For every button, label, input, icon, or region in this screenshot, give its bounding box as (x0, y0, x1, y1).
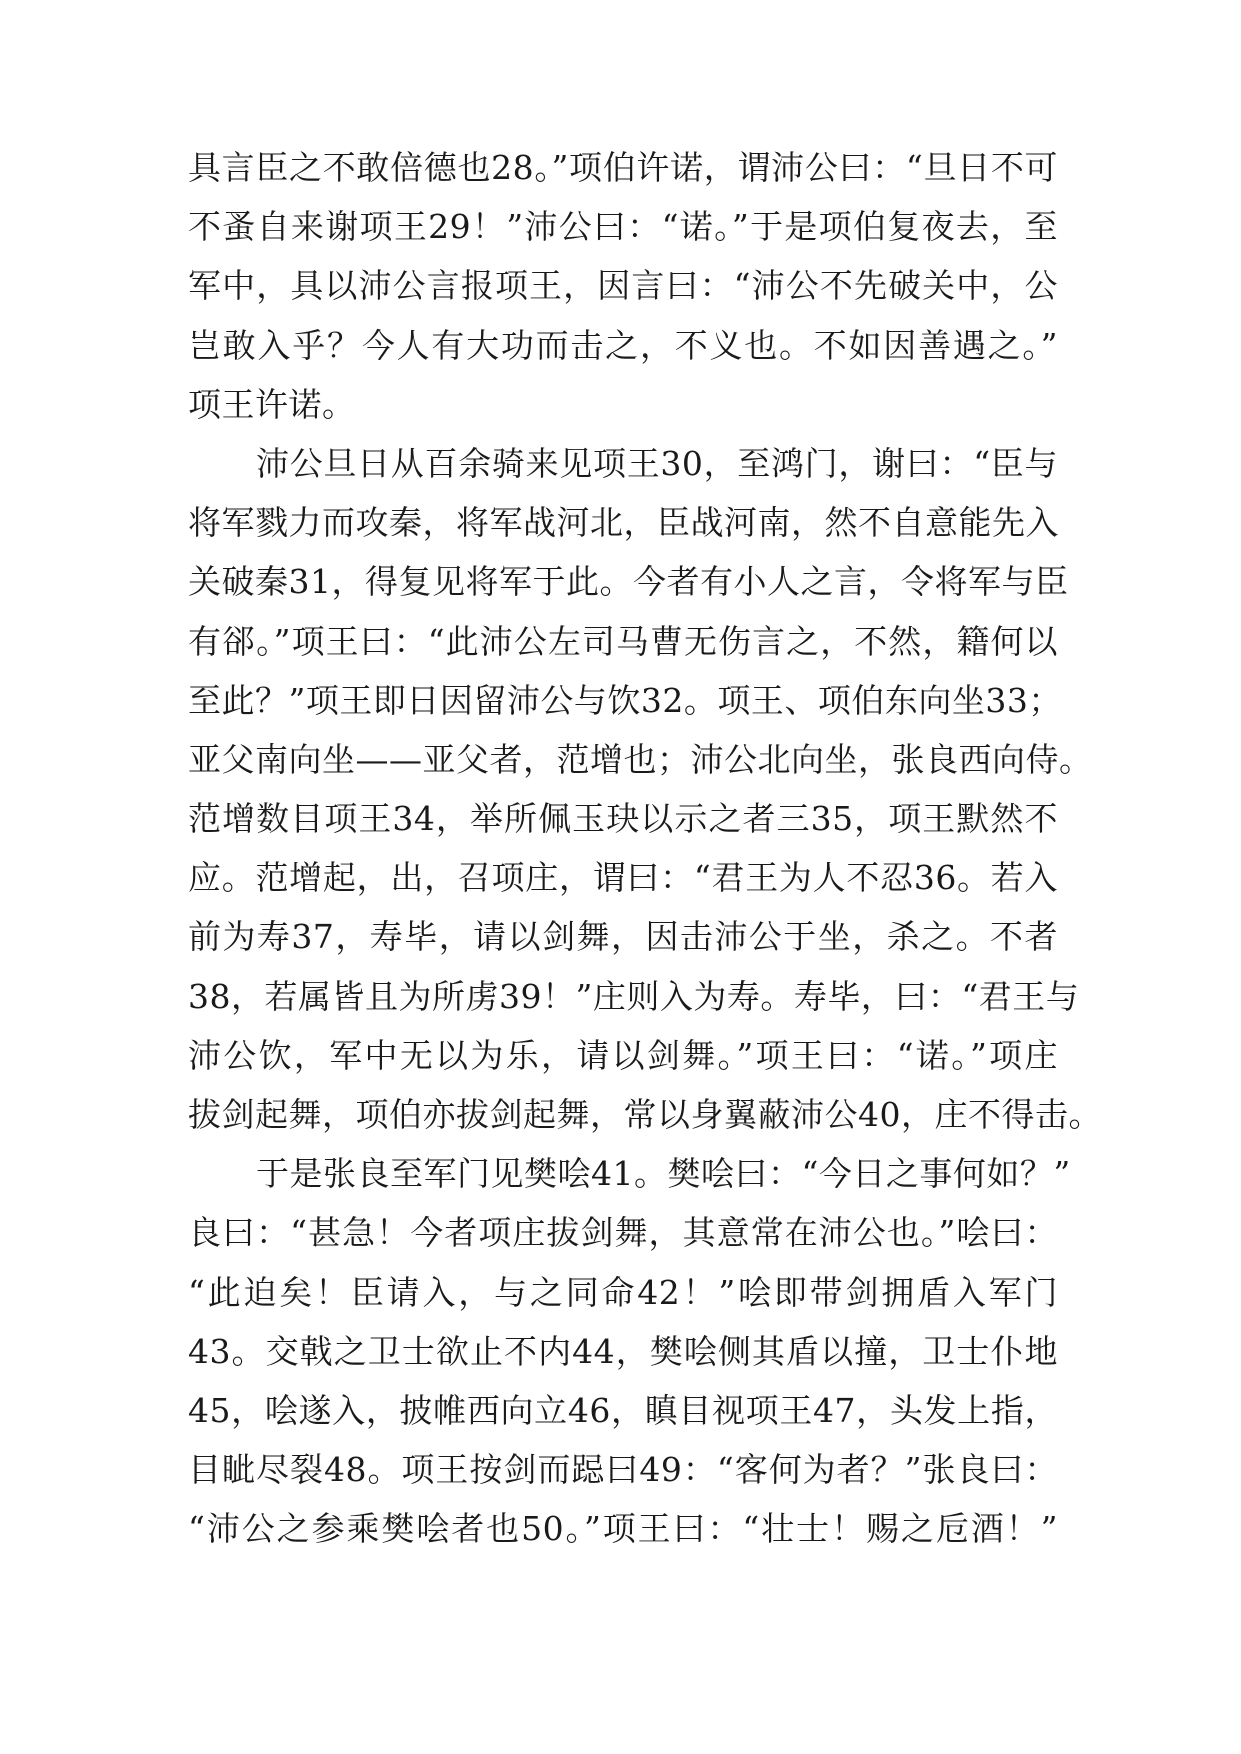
text-line: 沛公饮，军中无以为乐，请以剑舞。”项王曰：“诺。”项庄 (188, 1035, 1058, 1075)
text-line: 范增数目项王34，举所佩玉玦以示之者三35，项王默然不 (188, 799, 1058, 839)
text-line: 具言臣之不敢倍德也28。”项伯许诺，谓沛公曰：“旦日不可 (188, 148, 1058, 187)
text-line: “沛公之参乘樊哙者也50。”项王曰：“壮士！赐之卮酒！” (188, 1509, 1058, 1549)
text-line: 有郤。”项王曰：“此沛公左司马曹无伤言之，不然，籍何以 (188, 621, 1058, 661)
text-line: 至此？”项王即日因留沛公与饮32。项王、项伯东向坐33； (188, 680, 1062, 720)
text-line: 前为寿37，寿毕，请以剑舞，因击沛公于坐，杀之。不者 (188, 917, 1058, 957)
text-line: 亚父南向坐——亚父者，范增也；沛公北向坐，张良西向侍。 (188, 739, 1093, 779)
text-line: 45，哙遂入，披帷西向立46，瞋目视项王47，头发上指， (188, 1390, 1058, 1430)
text-line: 应。范增起，出，召项庄，谓曰：“君王为人不忍36。若入 (188, 858, 1058, 898)
text-line: “此迫矣！臣请入，与之同命42！”哙即带剑拥盾入军门 (188, 1272, 1058, 1312)
text-line: 目眦尽裂48。项王按剑而跽曰49：“客何为者？”张良曰： (188, 1450, 1058, 1490)
text-line: 岂敢入乎？今人有大功而击之，不义也。不如因善遇之。” (188, 325, 1058, 365)
text-line: 关破秦31，得复见将军于此。今者有小人之言，令将军与臣 (188, 562, 1069, 602)
text-line: 43。交戟之卫士欲止不内44，樊哙侧其盾以撞，卫士仆地 (188, 1331, 1058, 1371)
text-line: 良曰：“甚急！今者项庄拔剑舞，其意常在沛公也。”哙曰： (188, 1213, 1058, 1253)
document-page (188, 138, 1102, 1559)
text-line: 沛公旦日从百余骑来见项王30，至鸿门，谢曰：“臣与 (256, 443, 1058, 483)
text-line: 不蚤自来谢项王29！”沛公曰：“诺。”于是项伯复夜去，至 (188, 207, 1058, 247)
text-line: 于是张良至军门见樊哙41。樊哙曰：“今日之事何如？” (256, 1154, 1071, 1194)
text-line: 将军戮力而攻秦，将军战河北，臣战河南，然不自意能先入 (188, 503, 1059, 543)
text-line: 拔剑起舞，项伯亦拔剑起舞，常以身翼蔽沛公40，庄不得击。 (188, 1095, 1102, 1134)
text-line: 项王许诺。 (188, 384, 356, 424)
text-line: 军中，具以沛公言报项王，因言曰：“沛公不先破关中，公 (188, 266, 1058, 306)
text-line: 38，若属皆且为所虏39！”庄则入为寿。寿毕，曰：“君王与 (188, 976, 1080, 1016)
